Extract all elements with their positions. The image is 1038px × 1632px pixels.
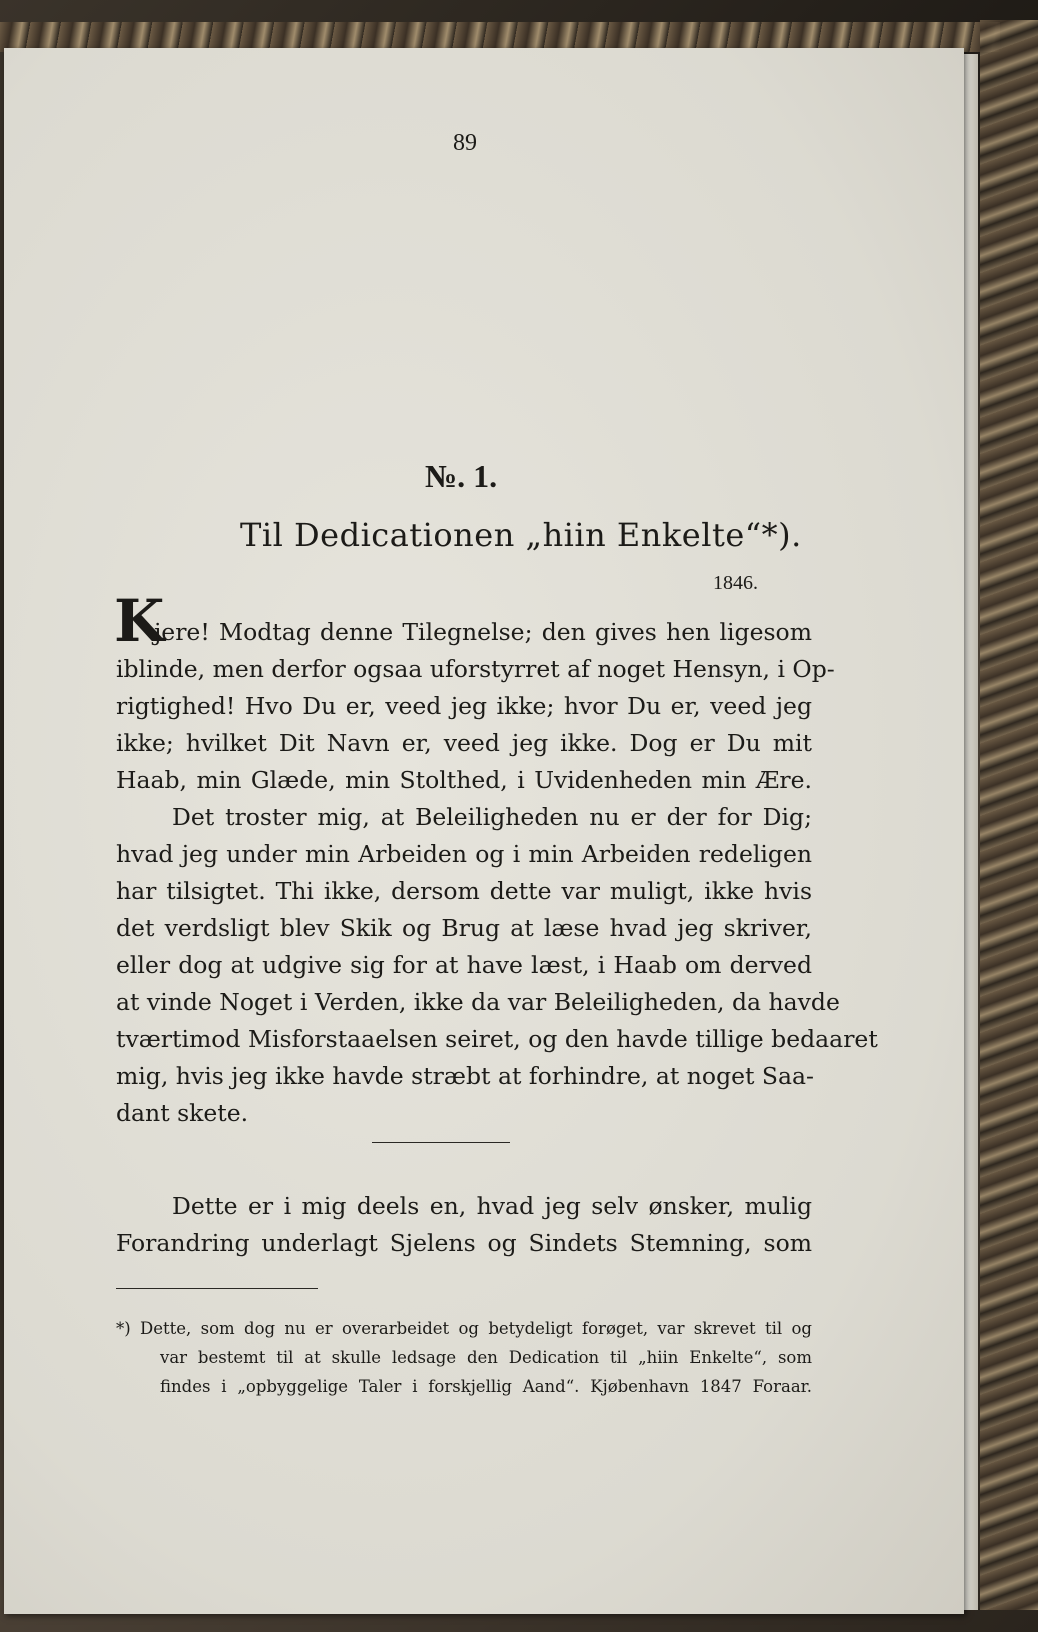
text-line: mig, hvis jeg ikke havde stræbt at forhindre, at noget Saa- — [116, 1062, 814, 1090]
text-line: iblinde, men derfor ogsaa uforstyrret af noget Hensyn, i Op- — [116, 655, 835, 683]
text-line: Forandring underlagt Sjelens og Sindets Stemning, som — [116, 1229, 812, 1257]
text-line: det verdsligt blev Skik og Brug at læse hvad jeg skriver, — [116, 914, 812, 942]
text-line: Det troster mig, at Beleiligheden nu er der for Dig; — [172, 803, 812, 831]
footnote — [116, 1314, 812, 1401]
text-line: jere! Modtag denne Tilegnelse; den gives hen ligesom — [154, 618, 812, 646]
footnote-line: *) Dette, som dog nu er overarbeidet og betydeligt forøget, var skrevet til og — [116, 1319, 812, 1338]
section-divider — [372, 1142, 510, 1143]
text-line: rigtighed! Hvo Du er, veed jeg ikke; hvor Du er, veed jeg — [116, 692, 812, 720]
year: 1846. — [713, 572, 758, 594]
drop-cap: K — [114, 587, 165, 655]
text-line: Haab, min Glæde, min Stolthed, i Uvidenheden min Ære. — [116, 766, 812, 794]
text-line: Dette er i mig deels en, hvad jeg selv ønsker, mulig — [172, 1192, 812, 1220]
text-line: dant skete. — [116, 1099, 249, 1127]
piece-number: №. 1. — [425, 458, 498, 494]
footnote-rule — [116, 1288, 318, 1289]
text-line: at vinde Noget i Verden, ikke da var Beleiligheden, da havde — [116, 988, 840, 1016]
text-line: har tilsigtet. Thi ikke, dersom dette var muligt, ikke hvis — [116, 877, 812, 905]
paragraph-1 — [116, 614, 878, 1132]
paragraph-2 — [116, 1188, 812, 1262]
text-line: hvad jeg under min Arbeiden og i min Arbeiden redeligen — [116, 840, 812, 868]
footnote-line: findes i „opbyggelige Taler i forskjellig Aand“. Kjøbenhavn 1847 Foraar. — [160, 1377, 812, 1396]
text-line: tværtimod Misforstaaelsen seiret, og den havde tillige bedaaret — [116, 1025, 878, 1053]
footnote-line: var bestemt til at skulle ledsage den Dedication til „hiin Enkelte“, som — [160, 1348, 812, 1367]
text-line: eller dog at udgive sig for at have læst, i Haab om derved — [116, 951, 812, 979]
section-title: Til Dedicationen „hiin Enkelte“*). — [240, 516, 802, 554]
marbled-cover-edge — [980, 20, 1038, 1610]
text-line: ikke; hvilket Dit Navn er, veed jeg ikke. Dog er Du mit — [116, 729, 812, 757]
page-number: 89 — [453, 130, 477, 156]
